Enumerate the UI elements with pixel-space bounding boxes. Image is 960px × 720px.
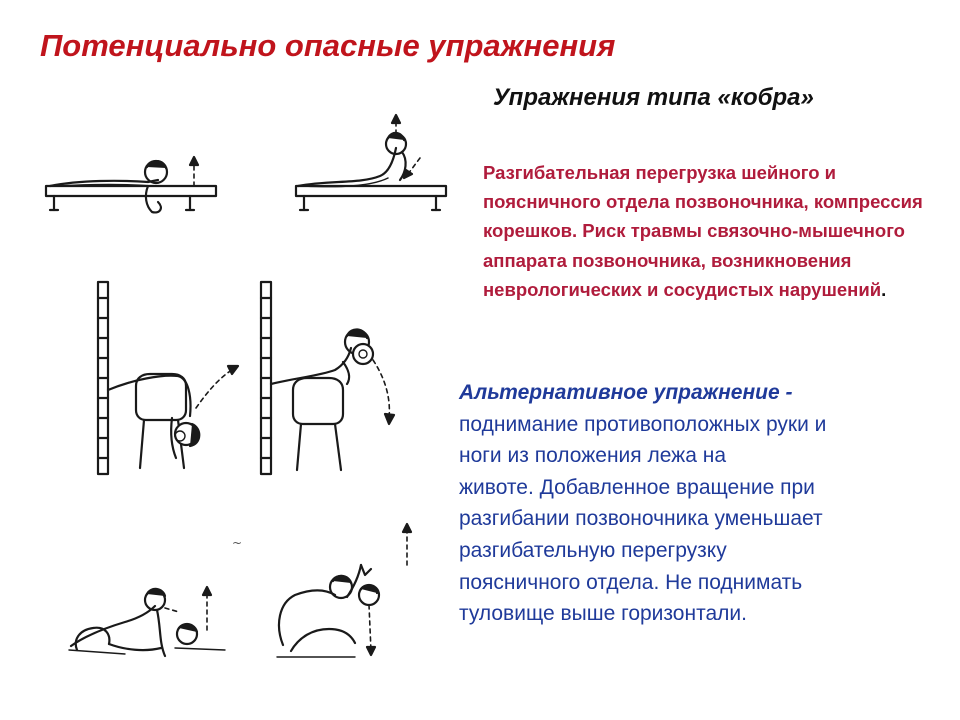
- alternative-line: разгибании позвоночника уменьшает: [459, 507, 823, 531]
- alternative-line: ноги из положения лежа на: [459, 444, 727, 468]
- pommel-horse: [293, 378, 343, 424]
- alternative-heading: Альтернативное упражнение -: [459, 381, 793, 404]
- body-outline: [71, 606, 155, 646]
- bench-prone-illustration: [40, 150, 220, 220]
- alternative-line: поясничного отдела. Не поднимать: [459, 570, 803, 594]
- floor-kneeling-up-illustration: [265, 525, 430, 675]
- stray-mark: ~: [232, 536, 243, 550]
- body-outline: [108, 376, 191, 416]
- alternative-line: поднимание противоположных руки и: [459, 412, 827, 436]
- floor-kneeling-down-illustration: [65, 578, 230, 668]
- horse-bent-illustration: [92, 278, 242, 478]
- alternative-exercise: [459, 377, 939, 630]
- alternative-line: разгибательную перегрузку: [459, 538, 727, 562]
- arm: [343, 362, 349, 384]
- bench-cobra-illustration: [290, 118, 455, 218]
- slide-subtitle: Упражнения типа «кобра»: [493, 84, 814, 111]
- alternative-line: туловище выше горизонтали.: [459, 602, 747, 626]
- slide-title: Потенциально опасные упражнения: [40, 28, 616, 63]
- alternative-line: животе. Добавленное вращение при: [459, 475, 815, 499]
- pommel-horse: [136, 374, 186, 420]
- risk-text: Разгибательная перегрузка шейного и поясничного отдела позвоночника, компрессия корешков. Риск травмы связочно-мышечного аппарата позвоночника, возникновения неврологических и сосудистых нарушений: [483, 162, 923, 300]
- bench-top: [46, 186, 216, 196]
- bench-top: [296, 186, 446, 196]
- arm: [146, 186, 161, 212]
- body-outline: [279, 591, 335, 646]
- risk-description: [483, 158, 953, 304]
- horse-extended-illustration: [255, 278, 415, 478]
- risk-text-period: .: [881, 278, 887, 300]
